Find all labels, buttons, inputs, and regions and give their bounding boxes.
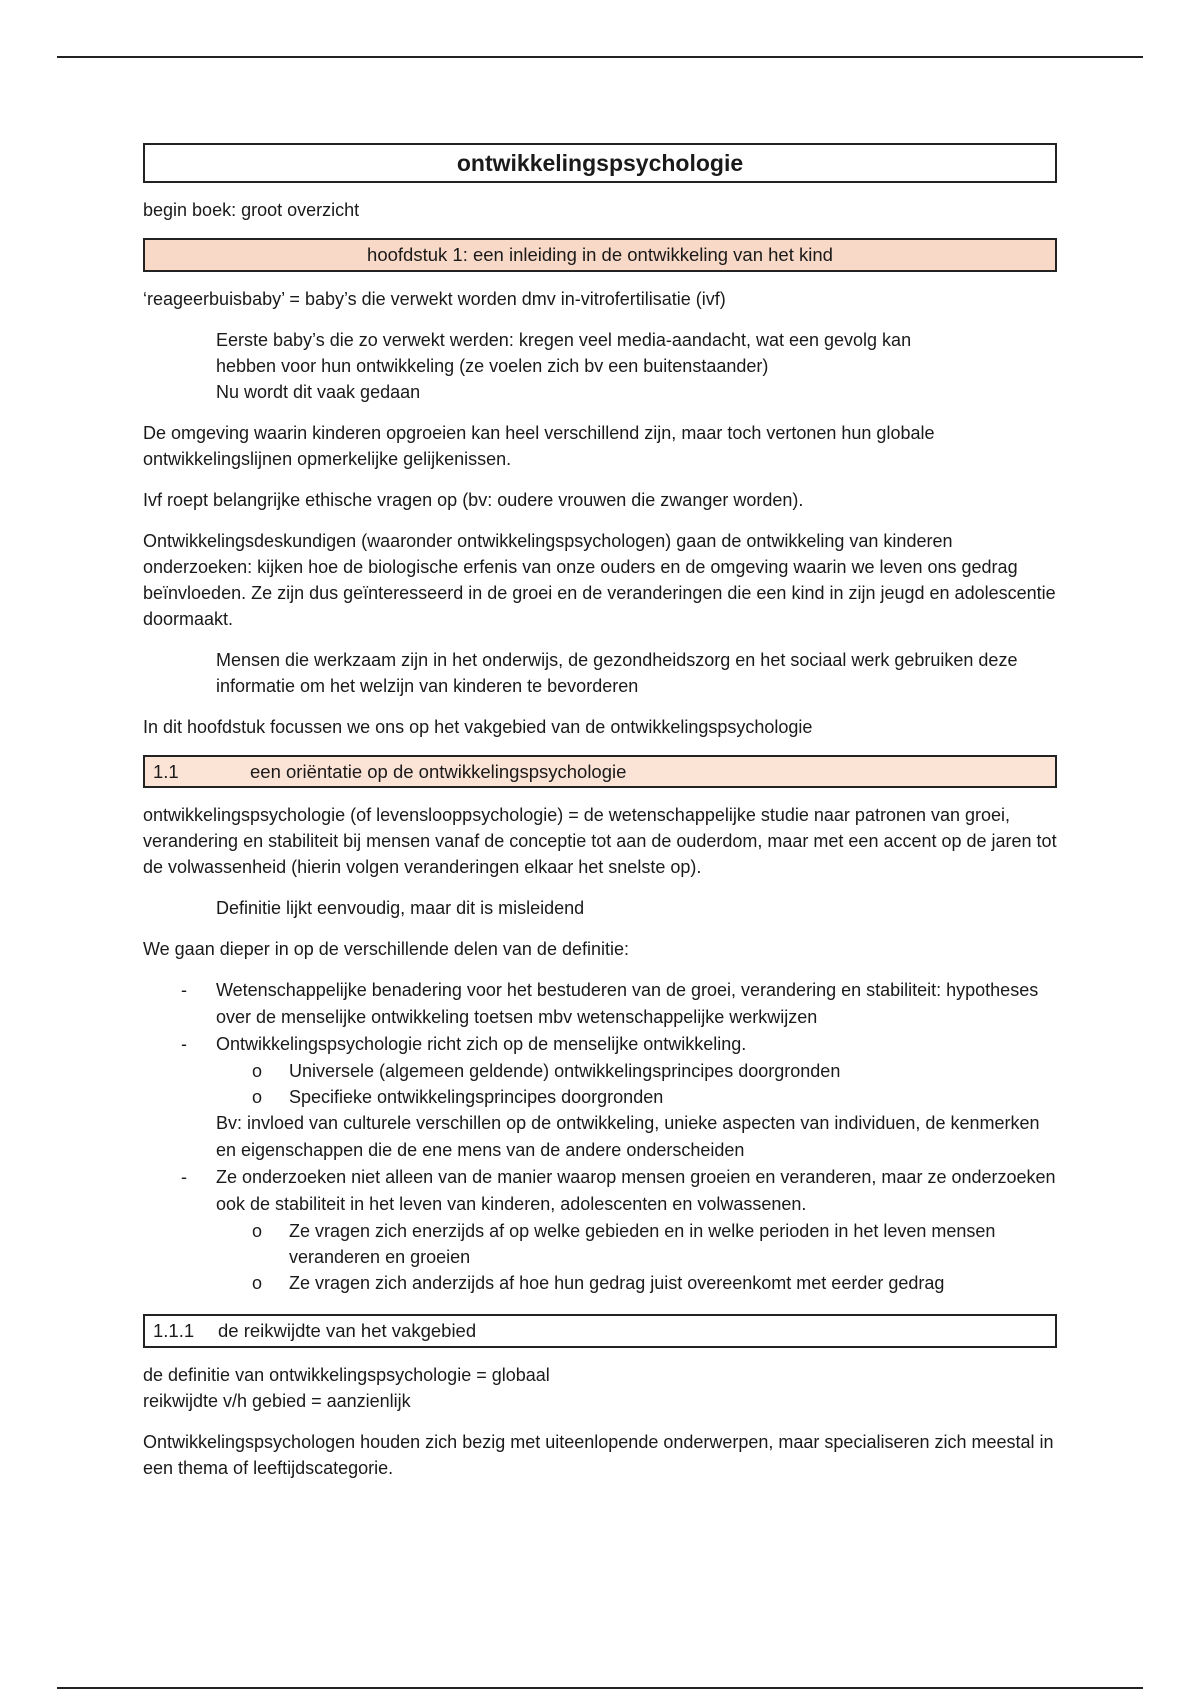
list-item bbox=[143, 1164, 1057, 1296]
definition-parts-list bbox=[143, 977, 1057, 1296]
list-item-text: Wetenschappelijke benadering voor het bestuderen van de groei, verandering en stabiliteit: hypotheses over de menselijke ontwikkeling toetsen mbv wetenschappelijke werkwijzen bbox=[216, 980, 1039, 1027]
sub-list-item bbox=[216, 1218, 1057, 1270]
paragraph-ivf-definition: ‘reageerbuisbaby’ = baby’s die verwekt worden dmv in-vitrofertilisatie (ivf) bbox=[143, 289, 726, 309]
text-line: Eerste baby’s die zo verwekt werden: kregen veel media-aandacht, wat een gevolg kan bbox=[216, 330, 912, 350]
paragraph-misleading: Definitie lijkt eenvoudig, maar dit is misleidend bbox=[216, 898, 585, 918]
sub-list bbox=[216, 1218, 1057, 1296]
list-item-text: Ontwikkelingspsychologie richt zich op de menselijke ontwikkeling. bbox=[216, 1034, 747, 1054]
circle-bullet: o bbox=[252, 1273, 263, 1293]
sub-list-item-text: Ze vragen zich anderzijds af hoe hun gedrag juist overeenkomt met eerder gedrag bbox=[289, 1273, 945, 1293]
intro-text: begin boek: groot overzicht bbox=[143, 200, 360, 220]
list-item-note: Bv: invloed van culturele verschillen op de ontwikkeling, unieke aspecten van individuen, de kenmerken en eigenschappen die de ene mens van de andere onderscheiden bbox=[216, 1113, 1040, 1160]
paragraph-ethics: Ivf roept belangrijke ethische vragen op (bv: oudere vrouwen die zwanger worden). bbox=[143, 490, 804, 510]
circle-bullet: o bbox=[252, 1087, 263, 1107]
chapter-heading: hoofdstuk 1: een inleiding in de ontwikkeling van het kind bbox=[143, 238, 1057, 272]
section-heading-1-1-1 bbox=[143, 1314, 1057, 1348]
circle-bullet: o bbox=[252, 1221, 263, 1241]
sub-list-item-text: Specifieke ontwikkelingsprincipes doorgronden bbox=[289, 1087, 664, 1107]
footer-rule bbox=[57, 1687, 1143, 1689]
paragraph-first-babies bbox=[143, 327, 1057, 405]
circle-bullet: o bbox=[252, 1061, 263, 1081]
paragraph-environment: De omgeving waarin kinderen opgroeien kan heel verschillend zijn, maar toch vertonen hun globale ontwikkelingslijnen opmerkelijke gelijkenissen. bbox=[143, 423, 935, 469]
sub-list bbox=[216, 1058, 1057, 1110]
paragraph-professionals: Mensen die werkzaam zijn in het onderwijs, de gezondheidszorg en het sociaal werk gebruiken deze informatie om het welzijn van kinderen te bevorderen bbox=[216, 650, 1018, 696]
text-line: reikwijdte v/h gebied = aanzienlijk bbox=[143, 1391, 411, 1411]
section-heading-1-1 bbox=[143, 755, 1057, 788]
document-title: ontwikkelingspsychologie bbox=[143, 143, 1057, 183]
document-body bbox=[143, 143, 1057, 1496]
sub-list-item-text: Ze vragen zich enerzijds af op welke gebieden en in welke perioden in het leven mensen veranderen en groeien bbox=[289, 1221, 996, 1267]
section-number: 1.1.1 bbox=[153, 1320, 195, 1341]
text-line: de definitie van ontwikkelingspsychologie = globaal bbox=[143, 1365, 550, 1385]
list-item bbox=[143, 1031, 1057, 1164]
paragraph-parts-intro: We gaan dieper in op de verschillende delen van de definitie: bbox=[143, 939, 629, 959]
text-line: hebben voor hun ontwikkeling (ze voelen zich bv een buitenstaander) bbox=[216, 356, 769, 376]
section-number: 1.1 bbox=[153, 761, 179, 782]
dash-bullet: - bbox=[181, 1034, 187, 1054]
list-item bbox=[143, 977, 1057, 1031]
dash-bullet: - bbox=[181, 1167, 187, 1187]
paragraph-definition: ontwikkelingspsychologie (of levenslooppsychologie) = de wetenschappelijke studie naar patronen van groei, verandering en stabiliteit bij mensen vanaf de conceptie tot aan de ouderdom, maar met een accent op de jaren tot de volwassenheid (hierin volgen veranderingen elkaar het snelste op). bbox=[143, 805, 1057, 877]
sub-list-item bbox=[216, 1270, 1057, 1296]
paragraph-experts: Ontwikkelingsdeskundigen (waaronder ontwikkelingspsychologen) gaan de ontwikkeling van kinderen onderzoeken: kijken hoe de biologische erfenis van onze ouders en de omgeving waarin we leven ons gedrag beïnvloeden. Ze zijn dus geïnteresseerd in de groei en de veranderingen die een kind in zijn jeugd en adolescentie doormaakt. bbox=[143, 531, 1056, 629]
paragraph-scope bbox=[143, 1362, 1057, 1414]
header-rule bbox=[57, 56, 1143, 58]
dash-bullet: - bbox=[181, 980, 187, 1000]
text-line: Nu wordt dit vaak gedaan bbox=[216, 382, 421, 402]
paragraph-specialisation: Ontwikkelingspsychologen houden zich bezig met uiteenlopende onderwerpen, maar specialiseren zich meestal in een thema of leeftijdscategorie. bbox=[143, 1432, 1054, 1478]
paragraph-chapter-focus: In dit hoofdstuk focussen we ons op het vakgebied van de ontwikkelingspsychologie bbox=[143, 717, 813, 737]
sub-list-item-text: Universele (algemeen geldende) ontwikkelingsprincipes doorgronden bbox=[289, 1061, 841, 1081]
section-title: de reikwijdte van het vakgebied bbox=[218, 1320, 477, 1341]
sub-list-item bbox=[216, 1058, 1057, 1084]
sub-list-item bbox=[216, 1084, 1057, 1110]
section-title: een oriëntatie op de ontwikkelingspsychologie bbox=[250, 761, 627, 782]
list-item-text: Ze onderzoeken niet alleen van de manier waarop mensen groeien en veranderen, maar ze onderzoeken ook de stabiliteit in het leven van kinderen, adolescenten en volwassenen. bbox=[216, 1167, 1056, 1214]
